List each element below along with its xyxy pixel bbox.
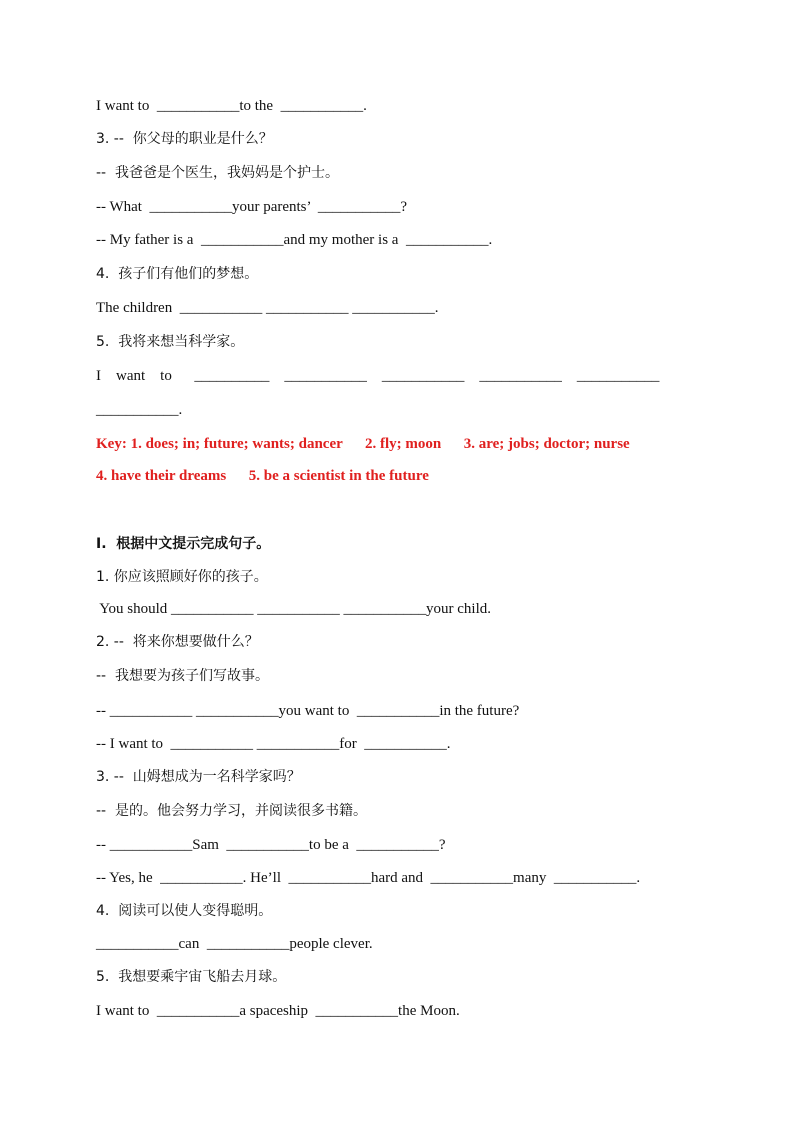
exercise-line: I want to ___________to the ___________. bbox=[96, 98, 367, 114]
exercise-line: ___________. bbox=[96, 402, 183, 418]
exercise-line: -- Yes, he ___________. He’ll ___________hard and ___________many ___________. bbox=[96, 870, 641, 886]
question-prompt: 1. 你应该照顾好你的孩子。 bbox=[96, 569, 268, 585]
section-heading: I. 根据中文提示完成句子。 bbox=[96, 536, 271, 552]
exercise-line: -- ___________ ___________you want to ___________in the future? bbox=[96, 703, 520, 719]
exercise-line: You should ___________ ___________ ___________your child. bbox=[96, 601, 492, 617]
chinese-hint: -- 是的。他会努力学习，并阅读很多书籍。 bbox=[96, 803, 368, 819]
question-prompt: 4. 孩子们有他们的梦想。 bbox=[96, 266, 259, 282]
chinese-hint: -- 我想要为孩子们写故事。 bbox=[96, 668, 270, 684]
question-prompt: 2. -- 将来你想要做什么？ bbox=[96, 634, 259, 650]
exercise-line: -- ___________Sam ___________to be a ___________? bbox=[96, 837, 446, 853]
question-prompt: 5. 我将来想当科学家。 bbox=[96, 334, 245, 350]
question-prompt: 5. 我想要乘宇宙飞船去月球。 bbox=[96, 969, 287, 985]
exercise-line: -- I want to ___________ ___________for ___________. bbox=[96, 736, 451, 752]
exercise-line: I want to __________ ___________ ___________ ___________ ___________ bbox=[96, 368, 660, 384]
question-prompt: 4. 阅读可以使人变得聪明。 bbox=[96, 903, 273, 919]
exercise-line: -- My father is a ___________and my mother is a ___________. bbox=[96, 232, 493, 248]
chinese-hint: -- 我爸爸是个医生，我妈妈是个护士。 bbox=[96, 165, 340, 181]
answer-key-line: 4. have their dreams 5. be a scientist in the future bbox=[96, 468, 429, 484]
question-prompt: 3. -- 你父母的职业是什么？ bbox=[96, 131, 273, 147]
exercise-line: The children ___________ ___________ ___________. bbox=[96, 300, 439, 316]
answer-key-line: Key: 1. does; in; future; wants; dancer 2. fly; moon 3. are; jobs; doctor; nurse bbox=[96, 436, 630, 452]
question-prompt: 3. -- 山姆想成为一名科学家吗？ bbox=[96, 769, 301, 785]
exercise-line: -- What ___________your parents’ ___________? bbox=[96, 199, 408, 215]
exercise-line: I want to ___________a spaceship ___________the Moon. bbox=[96, 1003, 460, 1019]
exercise-line: ___________can ___________people clever. bbox=[96, 936, 373, 952]
